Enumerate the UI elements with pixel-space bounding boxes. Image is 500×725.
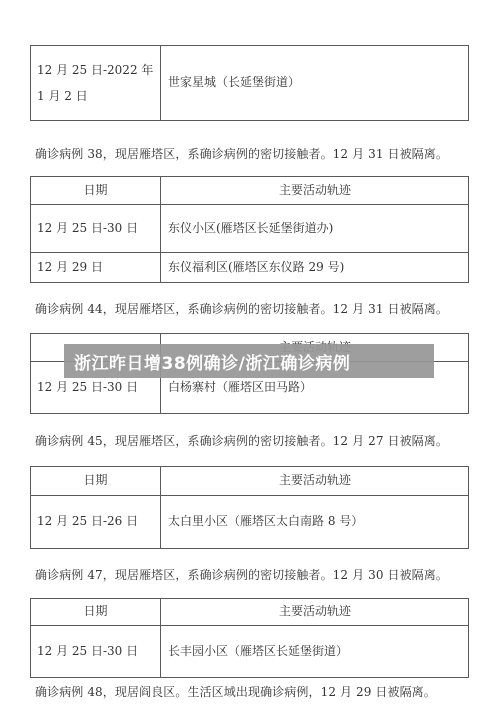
place-cell: 东仪福利区(雁塔区东仪路 29 号)	[168, 259, 345, 274]
track-table-case-38	[30, 176, 469, 283]
case-38-paragraph: 确诊病例 38，现居雁塔区，系确诊病例的密切接触者。12 月 31 日被隔离。	[35, 147, 448, 161]
header-track: 主要活动轨迹	[278, 473, 351, 488]
header-date: 日期	[31, 467, 161, 495]
headline-title: 浙江昨日增38例确诊/浙江确诊病例	[74, 353, 351, 374]
case-45-paragraph: 确诊病例 45，现居雁塔区，系确诊病例的密切接触者。12 月 27 日被隔离。	[35, 434, 448, 448]
table-header-row	[31, 177, 468, 204]
date-cell: 12 月 25 日-2022 年 1 月 2 日	[31, 46, 161, 120]
table-row	[31, 252, 468, 282]
table-row	[31, 625, 468, 677]
header-track: 主要活动轨迹	[278, 604, 351, 619]
table-row	[31, 204, 468, 252]
table-header-row	[31, 599, 468, 625]
header-date: 日期	[31, 177, 161, 204]
date-cell: 12 月 25 日-26 日	[31, 496, 161, 548]
place-cell: 太白里小区（雁塔区太白南路 8 号）	[168, 514, 364, 529]
place-cell: 白杨寨村（雁塔区田马路）	[168, 379, 313, 394]
header-track: 主要活动轨迹	[278, 182, 351, 197]
track-table-top	[30, 45, 469, 121]
table-row	[31, 46, 468, 120]
track-table-case-47	[30, 598, 469, 678]
place-cell: 长丰园小区（雁塔区长延堡街道）	[168, 643, 349, 658]
date-cell: 12 月 25 日-30 日	[31, 362, 161, 413]
place-cell: 世家星城（长延堡街道）	[168, 75, 301, 90]
track-table-case-45	[30, 466, 469, 549]
case-47-paragraph: 确诊病例 47，现居雁塔区，系确诊病例的密切接触者。12 月 30 日被隔离。	[35, 568, 448, 582]
headline-banner	[64, 344, 434, 378]
date-cell: 12 月 25 日-30 日	[31, 205, 161, 252]
case-48-paragraph: 确诊病例 48，现居阎良区。生活区域出现确诊病例，12 月 29 日被隔离。	[35, 685, 436, 699]
place-cell: 东仪小区(雁塔区长延堡街道办)	[168, 220, 334, 235]
date-cell: 12 月 25 日-30 日	[31, 626, 161, 677]
case-44-paragraph: 确诊病例 44，现居雁塔区，系确诊病例的密切接触者。12 月 31 日被隔离。	[35, 302, 448, 316]
table-row	[31, 495, 468, 548]
table-header-row	[31, 467, 468, 495]
date-cell: 12 月 29 日	[31, 253, 161, 282]
header-date: 日期	[31, 599, 161, 625]
